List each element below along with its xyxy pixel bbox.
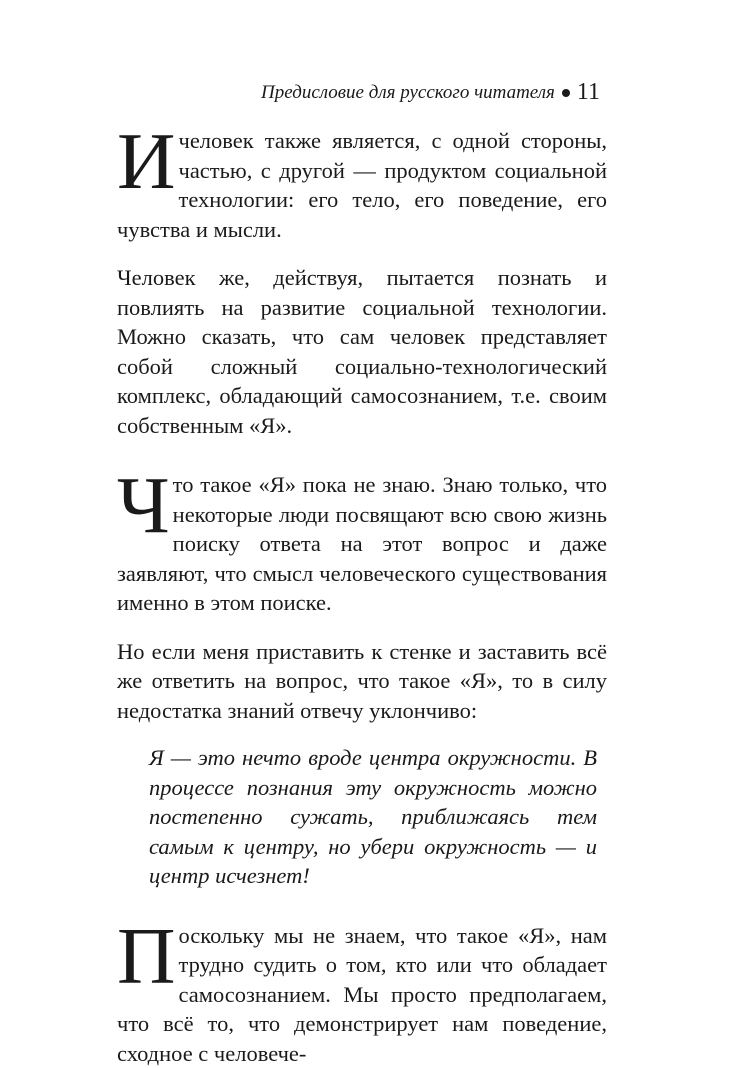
- paragraph-text: человек также является, с одной стороны, частью, с другой — продуктом социальной технологии: его тело, его поведение, его чувства и мысли.: [117, 128, 607, 242]
- paragraph-text: то такое «Я» пока не знаю. Знаю только, что некоторые люди посвящают всю свою жизнь поиску ответа на этот вопрос и даже заявляют, что смысл человеческого существования именно в этом поиске.: [117, 472, 607, 615]
- paragraph-1: [117, 126, 607, 244]
- running-head: [261, 80, 600, 104]
- paragraph-text: Человек же, действуя, пытается познать и повлиять на развитие социальной технологии. Можно сказать, что сам человек представляет собой сложный социально-технологический комплекс, обладающий самосознанием, т.е. своим собственным «Я».: [117, 265, 607, 438]
- paragraph-4: [117, 637, 607, 726]
- drop-cap: Ч: [117, 476, 170, 535]
- quote-text: Я — это нечто вроде центра окружности. В процессе познания эту окружность можно постепенно сужать, приближаясь тем самым к центру, но убери окружность — и центр исчезнет!: [149, 745, 597, 888]
- paragraph-text: Но если меня приставить к стенке и заставить всё же ответить на вопрос, что такое «Я», то в силу недостатка знаний отвечу уклончиво:: [117, 639, 607, 723]
- paragraph-2: [117, 263, 607, 440]
- page-number: 11: [577, 79, 600, 105]
- drop-cap: П: [117, 927, 176, 986]
- drop-cap: И: [117, 132, 176, 191]
- running-title: Предисловие для русского читателя: [261, 82, 555, 103]
- page-body: [117, 126, 607, 1068]
- block-quote: [149, 743, 597, 891]
- bullet-separator: [562, 89, 570, 97]
- paragraph-5: [117, 921, 607, 1068]
- paragraph-3: [117, 470, 607, 618]
- paragraph-text: оскольку мы не знаем, что такое «Я», нам трудно судить о том, кто или что обладает самосознанием. Мы просто предполагаем, что всё то, что демонстрирует нам поведение, сходное с человече-: [117, 923, 607, 1066]
